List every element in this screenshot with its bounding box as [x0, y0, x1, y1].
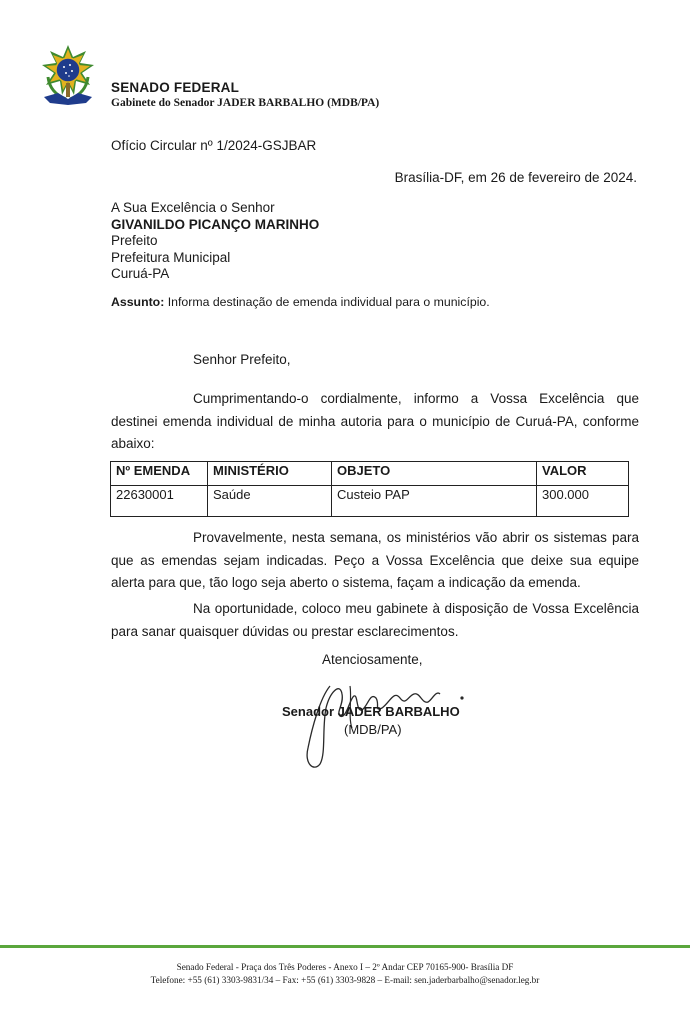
table-cell: 300.000 — [537, 486, 629, 517]
table-header-cell: Nº EMENDA — [111, 462, 208, 486]
paragraph-2 — [111, 527, 639, 595]
recipient-title: Prefeito — [111, 233, 158, 248]
signer-name: Senador JADER BARBALHO — [282, 704, 460, 719]
table-header-cell: OBJETO — [332, 462, 537, 486]
paragraph-1-text: Cumprimentando-o cordialmente, informo a Vossa Excelência que destinei emenda individual de minha autoria para o município de Curuá-PA, conforme abaixo: — [111, 391, 639, 451]
footer-address: Senado Federal - Praça dos Três Poderes - Anexo I – 2º Andar CEP 70165-900- Brasília DF — [176, 962, 514, 972]
table-cell: Saúde — [208, 486, 332, 517]
recipient-salutation: A Sua Excelência o Senhor — [111, 200, 275, 215]
handwritten-signature — [290, 668, 475, 773]
paragraph-1 — [111, 388, 639, 456]
recipient-name: GIVANILDO PICANÇO MARINHO — [111, 216, 320, 232]
table-cell: 22630001 — [111, 486, 208, 517]
greeting: Senhor Prefeito, — [193, 352, 291, 367]
recipient-office: Prefeitura Municipal — [111, 249, 231, 265]
table-cell: Custeio PAP — [332, 486, 537, 517]
subject-label: Assunto: — [111, 295, 165, 309]
table-header-cell: MINISTÉRIO — [208, 462, 332, 486]
closing: Atenciosamente, — [322, 652, 423, 667]
coat-of-arms-icon — [40, 43, 96, 107]
table-row — [111, 486, 629, 517]
footer-contact: Telefone: +55 (61) 3303-9831/34 – Fax: +55 (61) 3303-9828 – E-mail: sen.jaderbarbalho@senador.leg.br — [150, 975, 540, 985]
office-name: Gabinete do Senador JADER BARBALHO (MDB/PA) — [111, 97, 380, 109]
paragraph-2-text: Provavelmente, nesta semana, os ministérios vão abrir os sistemas para que as emendas sejam indicadas. Peço a Vossa Excelência que deixe sua equipe alerta para que, tão logo seja aberto o sistema, façam a indicação da emenda. — [111, 530, 639, 590]
table-header-cell: VALOR — [537, 462, 629, 486]
table-header-row — [111, 462, 629, 486]
paragraph-3 — [111, 598, 639, 643]
subject-line — [111, 293, 490, 311]
org-name: SENADO FEDERAL — [111, 80, 240, 95]
recipient-block — [111, 200, 319, 283]
letter-reference: Ofício Circular nº 1/2024-GSJBAR — [111, 138, 317, 153]
date-line: Brasília-DF, em 26 de fevereiro de 2024. — [394, 170, 637, 185]
footer-divider — [0, 945, 690, 948]
paragraph-3-text: Na oportunidade, coloco meu gabinete à disposição de Vossa Excelência para sanar quaisquer dúvidas ou prestar esclarecimentos. — [111, 601, 639, 639]
subject-text: Informa destinação de emenda individual para o município. — [167, 295, 490, 309]
signer-party: (MDB/PA) — [344, 722, 402, 737]
amendment-table — [110, 461, 629, 517]
recipient-city: Curuá-PA — [111, 266, 170, 281]
